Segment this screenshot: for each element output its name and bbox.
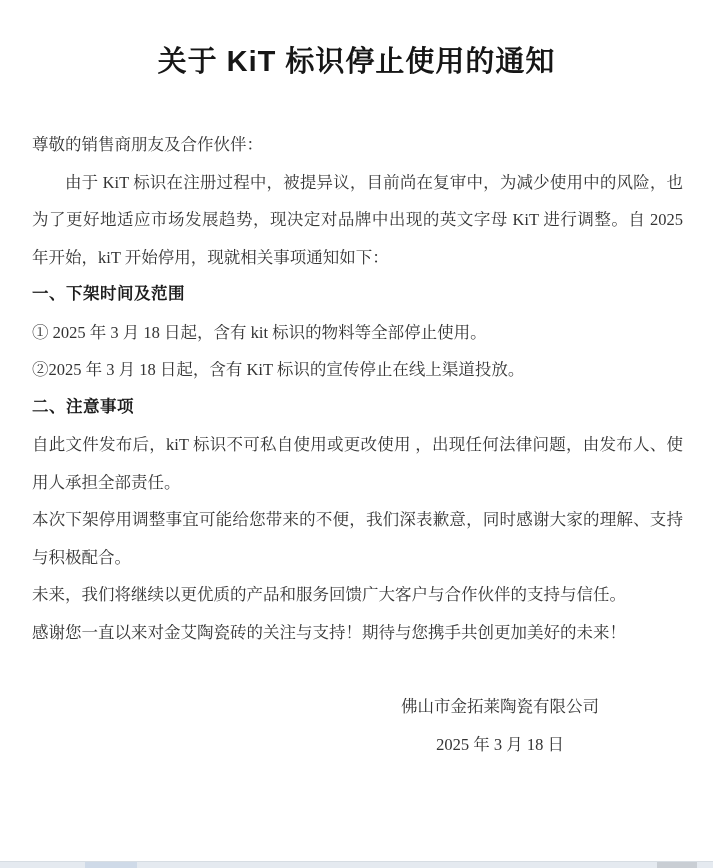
signature-date: 2025 年 3 月 18 日 — [436, 735, 564, 754]
section2-paragraph-1: 自此文件发布后，kiT 标识不可私自使用或更改使用 ，出现任何法律问题，由发布人、使用人承担全部责任。 — [32, 435, 683, 492]
section1-item-2: ②2025 年 3 月 18 日起，含有 KiT 标识的宣传停止在线上渠道投放。 — [32, 360, 525, 379]
section2-heading: 二、注意事项 — [32, 397, 134, 416]
section2-paragraph-2: 本次下架停用调整事宜可能给您带来的不便，我们深表歉意，同时感谢大家的理解、支持与积极配合。 — [32, 510, 683, 567]
section2-paragraph-4: 感谢您一直以来对金艾陶瓷砖的关注与支持！期待与您携手共创更加美好的未来！ — [32, 622, 626, 642]
signature-company: 佛山市金拓莱陶瓷有限公司 — [401, 697, 599, 716]
section1-item-1: ① 2025 年 3 月 18 日起，含有 kit 标识的物料等全部停止使用。 — [32, 322, 487, 342]
document-title: 关于 KiT 标识停止使用的通知 — [157, 46, 556, 78]
horizontal-scrollbar[interactable] — [0, 861, 713, 868]
scrollbar-thumb[interactable] — [657, 862, 697, 868]
scrollbar-accent-segment — [85, 862, 137, 868]
section1-heading: 一、下架时间及范围 — [32, 285, 185, 303]
document-body — [32, 126, 683, 764]
greeting-line: 尊敬的销售商朋友及合作伙伴： — [32, 135, 263, 154]
signature-block — [32, 688, 683, 764]
section2-paragraph-3: 未来，我们将继续以更优质的产品和服务回馈广大客户与合作伙伴的支持与信任。 — [32, 585, 626, 604]
intro-paragraph: 由于 KiT 标识在注册过程中，被提异议，目前尚在复审中，为减少使用中的风险，也为了更好地适应市场发展趋势，现决定对品牌中出现的英文字母 KiT 进行调整。自 2025 年开始，kiT 开始停用，现就相关事项通知如下： — [32, 172, 683, 267]
